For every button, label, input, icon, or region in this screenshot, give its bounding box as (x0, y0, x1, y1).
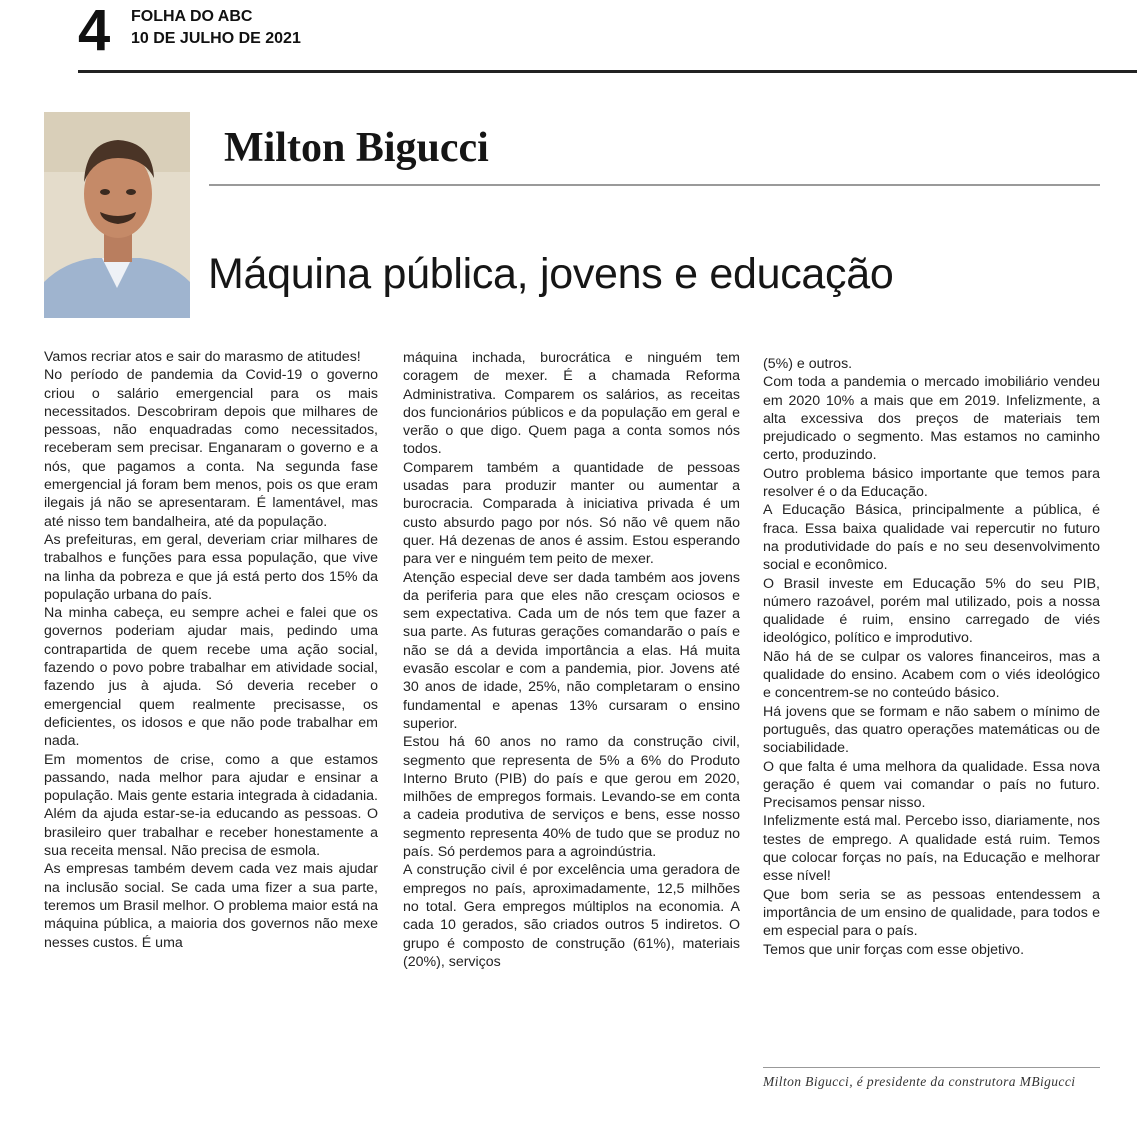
masthead (131, 6, 301, 50)
paragraph: máquina inchada, burocrática e ninguém tem coragem de mexer. É a chamada Reforma Administrativa. Comparem os salários, as receitas dos funcionários públicos e da população em geral e verão o que digo. Quem paga a conta somos nós todos. (403, 350, 740, 458)
paragraph: Com toda a pandemia o mercado imobiliário vendeu em 2020 10% a mais que em 2019. Infelizmente, a alta excessiva dos preços de materiais tem prejudicado o segmento. Mas estamos no caminho certo, produzindo. (763, 374, 1100, 464)
page-number: 4 (78, 0, 111, 63)
paragraph: O que falta é uma melhora da qualidade. Essa nova geração é quem vai comandar o país no futuro. Precisamos pensar nisso. (763, 758, 1100, 812)
signature-rule (763, 1067, 1100, 1068)
header-rule (78, 70, 1137, 73)
paragraph: Não há de se culpar os valores financeiros, mas a qualidade do ensino. Acabem com o viés ideológico e concentrem-se no conteúdo básico. (763, 648, 1100, 702)
publication-date: 10 DE JULHO DE 2021 (131, 30, 301, 47)
paragraph: Que bom seria se as pessoas entendessem a importância de um ensino de qualidade, para todos e em especial para o país. (763, 886, 1100, 940)
paragraph: Vamos recriar atos e sair do marasmo de atitudes! (44, 349, 361, 365)
publication-name: FOLHA DO ABC (131, 8, 253, 25)
author-portrait-image (44, 112, 190, 318)
paragraph: Infelizmente está mal. Percebo isso, diariamente, nos testes de emprego. A qualidade está ruim. Temos que colocar forças no país, na Educação e melhorar esse nível! (763, 813, 1100, 885)
paragraph: A Educação Básica, principalmente a pública, é fraca. Essa baixa qualidade vai repercutir no futuro na produtividade do país e no seu desenvolvimento social e econômico. (763, 502, 1100, 574)
paragraph: Há jovens que se formam e não sabem o mínimo de português, das quatro operações matemáticas ou de sociabilidade. (763, 703, 1100, 757)
paragraph: Estou há 60 anos no ramo da construção civil, segmento que representa de 5% a 6% do Produto Interno Bruto (PIB) do país e que gerou em 2020, milhões de empregos formais. Levando-se em conta a cadeia produtiva de serviços e bens, esse nosso segmento representa 40% de tudo que se produz no país. Só perdemos para a agroindústria. (403, 734, 740, 861)
paragraph: Na minha cabeça, eu sempre achei e falei que os governos poderiam ajudar mais, pedindo uma contrapartida de quem recebe uma ação social, fazendo o povo pobre trabalhar em atividade social, fazendo jus à ajuda. Só deveria receber o emergencial quem realmente precisasse, os deficientes, os idosos e que não pode trabalhar em nada. (44, 605, 378, 750)
paragraph: As prefeituras, em geral, deveriam criar milhares de trabalhos e funções para essa população, que vive na linha da pobreza e que já está perto dos 15% da população urbana do país. (44, 531, 378, 603)
paragraph: Em momentos de crise, como a que estamos passando, nada melhor para ajudar e ensinar a população. Mais gente estaria integrada à cidadania. Além da ajuda estar-se-ia educando as pessoas. O brasileiro quer trabalhar e receber honestamente a sua receita mensal. Não precisa de esmola. (44, 751, 378, 860)
paragraph: Comparem também a quantidade de pessoas usadas para produzir manter ou aumentar a burocracia. Comparada à iniciativa privada é um custo absurdo pago por nós. Só não vê quem não quer. Há dezenas de anos é assim. Estou esperando para ver e ninguém tem peito de mexer. (403, 459, 740, 568)
author-rule (209, 184, 1100, 186)
paragraph: (5%) e outros. (763, 356, 853, 372)
article-column-1 (44, 348, 378, 952)
author-name: Milton Bigucci (224, 125, 489, 171)
paragraph: As empresas também devem cada vez mais ajudar na inclusão social. Se cada uma fizer a sua parte, teremos um Brasil melhor. O problema maior está na máquina pública, a maioria dos governos não mexe nesses custos. É uma (44, 861, 378, 951)
article-column-2 (403, 349, 740, 971)
paragraph: O Brasil investe em Educação 5% do seu PIB, número razoável, porém mal utilizado, pois a nossa qualidade é ruim, ensino carregado de viés ideológico, político e improdutivo. (763, 575, 1100, 647)
author-photo (44, 112, 190, 318)
paragraph: A construção civil é por excelência uma geradora de empregos no país, aproximadamente, 12,5 milhões no total. Gera empregos múltiplos na economia. A cada 10 gerados, são criados outros 5 indiretos. O grupo é composto de construção (61%), materiais (20%), serviços (403, 862, 740, 970)
paragraph: Atenção especial deve ser dada também aos jovens da periferia para que eles não cresçam ociosos e sem expectativa. Cada um de nós tem que fazer a sua parte. As futuras gerações comandarão o país e não se dá a devida importância a elas. Há muita evasão escolar e com a pandemia, pior. Jovens até 30 anos de idade, 25%, não completaram o ensino fundamental e apenas 13% cursaram o ensino superior. (403, 569, 740, 732)
article-column-3 (763, 355, 1100, 959)
author-signature: Milton Bigucci, é presidente da construtora MBigucci (763, 1074, 1076, 1089)
paragraph: No período de pandemia da Covid-19 o governo criou o salário emergencial para os mais necessitados. Descobriram depois que milhares de pessoas, não enquadradas como necessitados, receberam sem precisar. Enganaram o governo e a nós, que pagamos a conta. Na segunda fase emergencial já foram bem menos, pois os que eram ilegais já não se apresentaram. É lamentável, mas até nisso tem bandalheira, até da população. (44, 367, 378, 530)
article-headline: Máquina pública, jovens e educação (208, 250, 894, 298)
paragraph: Temos que unir forças com esse objetivo. (763, 941, 1025, 958)
paragraph: Outro problema básico importante que temos para resolver é o da Educação. (763, 465, 1100, 501)
